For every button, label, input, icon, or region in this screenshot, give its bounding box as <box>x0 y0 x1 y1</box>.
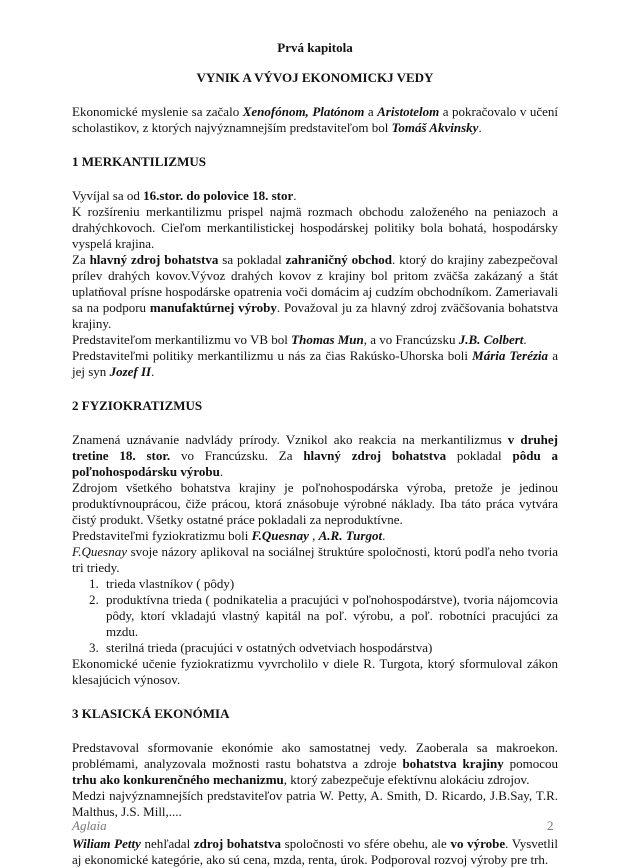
merk-paragraph-1: Vyvíjal sa od 16.stor. do polovice 18. stor. <box>72 188 297 203</box>
fyzio-paragraph-1: Znamená uznávanie nadvlády prírody. Vznikol ako reakcia na merkantilizmus v druhej tretine 18. stor. vo Francúzsku. Za hlavný zdroj bohatstva pokladal pôdu a poľnohospodársku výrobu. <box>72 432 558 479</box>
klas-paragraph-1: Predstavoval sformovanie ekonómie ako samostatnej vedy. Zaoberala sa makroekon. problémami, analyzovala možnosti rastu bohatstva a zdroje bohatstva krajiny pomocou trhu ako konkurenčného mechanizmu, ktorý zabezpečuje efektívnu alokáciu zdrojov. <box>72 740 558 787</box>
page-content <box>72 40 558 868</box>
klas-paragraph-2: Medzi najvýznamnejších predstaviteľov patria W. Petty, A. Smith, D. Ricardo, J.B.Say, T.R. Malthus, J.S. Mill,.... <box>72 788 558 819</box>
footer-author: Aglaia <box>72 818 107 833</box>
fyzio-paragraph-4: F.Quesnay svoje názory aplikoval na sociálnej štruktúre spoločnosti, ktorú podľa neho tvoria tri triedy. <box>72 544 558 575</box>
intro-paragraph: Ekonomické myslenie sa začalo Xenofónom, Platónom a Aristotelom a pokračovalo v učení scholastikov, z ktorých najvýznamnejším predstaviteľom bol Tomáš Akvinsky. <box>72 104 558 135</box>
merk-paragraph-2: K rozšíreniu merkantilizmu prispel najmä rozmach obchodu založeného na peniazoch a drahýchkovoch. Cieľom merkantilistickej hospodárskej politiky bola bohatá, hospodársky vyspelá krajina. <box>72 204 558 251</box>
fyzio-paragraph-2: Zdrojom všetkého bohatstva krajiny je poľnohospodárska výroba, pretože je jedinou produktívnouprácou, čiže prácou, ktorá znásobuje výrobné náklady. Iba táto práca vytvára čistý produkt. Všetky ostatné práce pokladali za neproduktívne. <box>72 480 558 527</box>
list-item: 2. produktívna trieda ( podnikatelia a pracujúci v poľnohospodárstve), tvoria nájomcovia pôdy, ktorí vkladajú vlastný kapitál na poľ. výrobu, a poľ. robotníci pracujúci za mzdu. <box>102 592 558 640</box>
merk-paragraph-4: Predstaviteľom merkantilizmu vo VB bol Thomas Mun, a vo Francúzsku J.B. Colbert. <box>72 332 527 347</box>
fyzio-paragraph-3: Predstaviteľmi fyziokratizmu boli F.Quesnay , A.R. Turgot. <box>72 528 386 543</box>
page-number: 2 <box>547 818 554 833</box>
chapter-title: VYNIK A VÝVOJ EKONOMICKJ VEDY <box>196 70 434 85</box>
fyzio-paragraph-5: Ekonomické učenie fyziokratizmu vyvrcholilo v diele R. Turgota, ktorý sformuloval zákon klesajúcich výnosov. <box>72 656 558 687</box>
section-heading-merkantilizmus: 1 MERKANTILIZMUS <box>72 154 206 169</box>
class-list <box>72 576 558 656</box>
chapter-label: Prvá kapitola <box>277 40 353 55</box>
klas-paragraph-3: Wiliam Petty nehľadal zdroj bohatstva spoločnosti vo sfére obehu, ale vo výrobe. Vysvetlil aj ekonomické kategórie, ako sú cena, mzda, renta, úrok. Podporoval rozvoj výroby pre trh. <box>72 836 558 867</box>
merk-paragraph-3: Za hlavný zdroj bohatstva sa pokladal zahraničný obchod. ktorý do krajiny zabezpečoval prílev drahých kovov.Vývoz drahých kovov z krajiny bol pritom zväčša zakázaný a štát uplatňoval prísne hospodárske opatrenia voči domácim aj cudzím obchodníkom. Zameriavali sa na podporu manufaktúrnej výroby. Považoval ju za hlavný zdroj zväčšovania bohatstva krajiny. <box>72 252 559 331</box>
list-item: 3. sterilná trieda (pracujúci v ostatných odvetviach hospodárstva) <box>102 640 558 656</box>
merk-paragraph-5: Predstaviteľmi politiky merkantilizmu u nás za čias Rakúsko-Uhorska boli Mária Terézia a jej syn Jozef II. <box>72 348 558 379</box>
section-heading-fyziokratizmus: 2 FYZIOKRATIZMUS <box>72 398 203 413</box>
list-item: 1. trieda vlastníkov ( pôdy) <box>102 576 558 592</box>
section-heading-klasicka-ekonomia: 3 KLASICKÁ EKONÓMIA <box>72 706 230 721</box>
